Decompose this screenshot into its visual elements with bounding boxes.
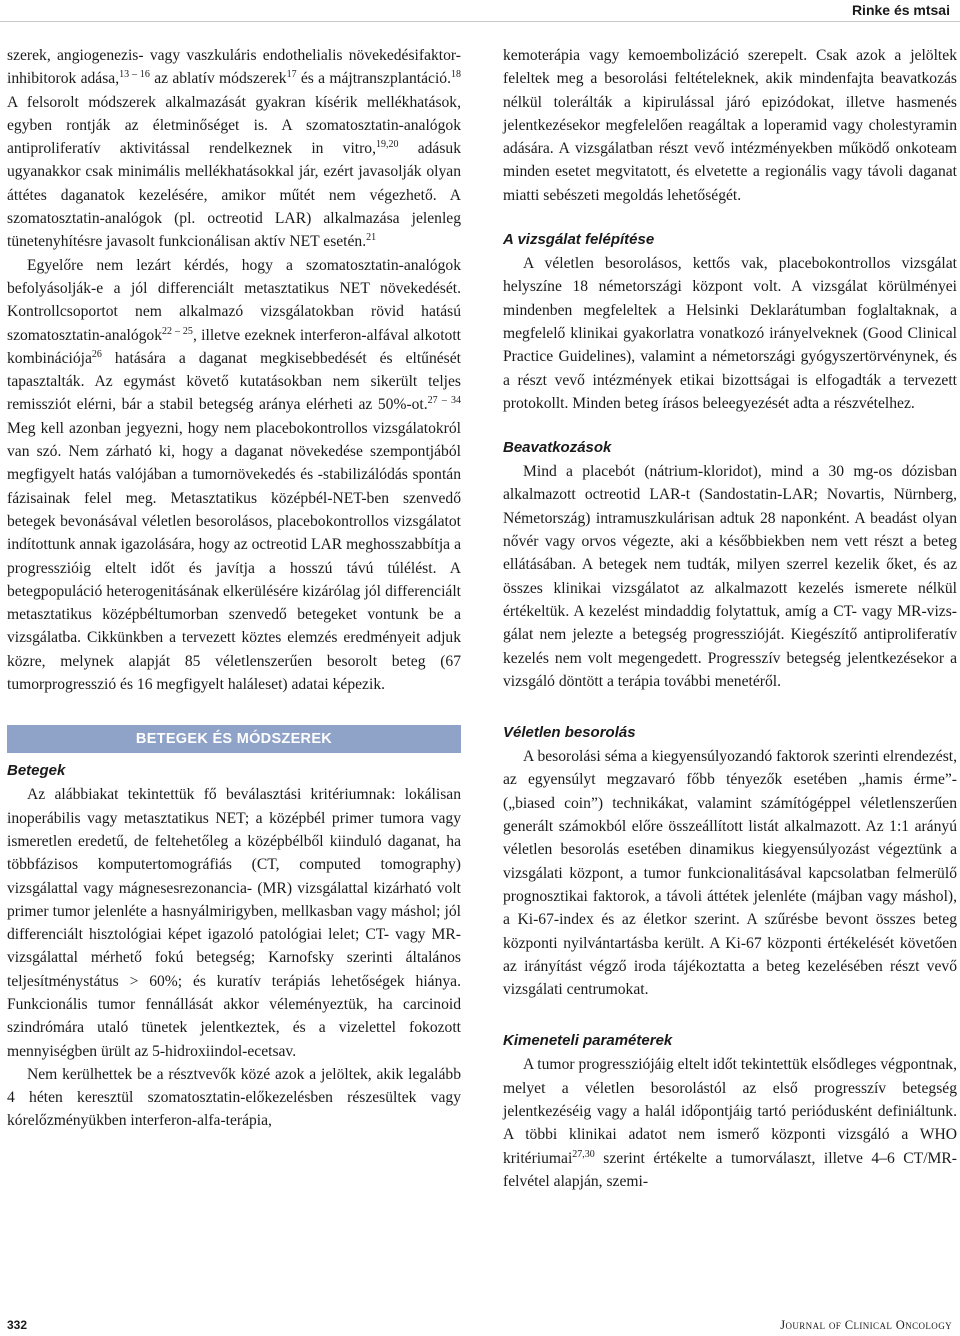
paragraph-kimeneteli-parameterek: A tumor progressziójáig eltelt időt tekintettük elsődleges végpontnak, melyet a véletlen besorolástól az első progresszív betegség jelentkezéséig vagy a halál időpontjáig tartó periódusként definiáltunk. A többi klinikai adatot nem ismerő központi vizsgáló a WHO kritériumai$^{27,30}$ szerint értékelte a tumorválaszt, illetve 4–6 CT/MR-felvétel alapján, szemi- xyxy=(503,1056,957,1190)
left-column xyxy=(7,44,461,1133)
subheading-veletlen-besorolas: Véletlen besorolás xyxy=(503,724,636,742)
paragraph-veletlen-besorolas: A besorolási séma a kiegyensúlyozandó faktorok szerinti elrendezést, az egyensúlyt megzavaró főbb tényezők esetében „hamis érme”- („biased coin”) technikákat, valamint számítógéppel véletlenszerűen generált számokból előre összeállított listát alkalmazott. Az 1:1 arányú véletlen besorolás esetében dinamikus kiegyensúlyozást végeztünk a vizsgálati központ, a tumor funkcionalitásával kapcsolatban felmerülő prognosztikai faktorok, a távoli áttétek jelenléte (májban vagy máshol), a Ki-67-index és az életkor szerint. A szűrésbe bevont összes beteg központi nyilvántartásba került. A Ki-67 központi értékelését követően az irányítást végző iroda tájékoztatta a beteg kezelésében részt vevő vizsgálati centrumokat. xyxy=(503,748,957,999)
subheading-betegek: Betegek xyxy=(7,762,66,780)
subheading-beavatkozasok: Beavatkozások xyxy=(503,439,612,457)
journal-name: Journal of Clinical Oncology xyxy=(780,1318,952,1332)
paragraph-vizsgalat-felepitese: A véletlen besorolásos, kettős vak, placebokontrollos vizsgálat helyszíne 18 németországi központ volt. A vizsgálat körülményei mindenben megfeleltek a Helsinki Deklarátumban foglaltaknak, a megfelelő klinikai gyakorlatra vonatkozó irányelveknek (Good Clinical Practice Guidelines), valamint a németországi gyógyszertörvénynek, és a részt vevő intézmények etikai bizottságai is elfogadták a tervezett protokollt. Minden beteg írásos beleegyezését adta a részvételhez. xyxy=(503,255,957,412)
running-head-title: Rinke és mtsai xyxy=(851,2,950,18)
reference-superscript: 19,20 xyxy=(376,139,399,151)
betegek-paragraph-2: Nem kerülhettek be a résztvevők közé azok a jelöltek, akik legalább 4 héten keresztül szomatosztatin-előkezelésben részesültek vagy kórelőzményükben interferon-alfa-terápia, xyxy=(7,1065,461,1130)
reference-superscript: 18 xyxy=(451,69,462,81)
page-number: 332 xyxy=(7,1318,28,1332)
right-column xyxy=(503,44,957,1193)
section-title-bar: BETEGEK ÉS MÓDSZEREK xyxy=(7,725,461,753)
reference-superscript: 13 – 16 xyxy=(119,69,150,81)
continuation-paragraph: kemoterápia vagy kemoembolizáció szerepelt. Csak azok a jelöltek feleltek meg a besorolási feltételeknek, akik mindenfajta beavatkozás nélkül tolerálták a kipirulással járó epizódokat, illetve hasmenés jelentkezésekor megfelelően reagáltak a loperamid vagy cholestyramin adására. A vizsgálatban részt vevő intézményekben működő onkoteam minden esetet megvitatott, és elvetette a regionális vagy távoli daganat miatti sebészeti megoldás lehetőségét. xyxy=(503,47,957,204)
reference-superscript: 26 xyxy=(91,348,102,360)
subheading-vizsgalat-felepitese: A vizsgálat felépítése xyxy=(503,231,655,249)
page-footer xyxy=(0,1318,960,1336)
reference-superscript: 17 xyxy=(286,69,297,81)
subheading-kimeneteli-parameterek: Kimeneteli paraméterek xyxy=(503,1032,673,1050)
paragraph-beavatkozasok: Mind a placebót (nátrium-kloridot), mind a 30 mg-os dózisban alkalmazott octreotid LAR-t (Sandostatin-LAR; Novartis, Nürnberg, Németország) intramuszkulárisan adtuk 28 naponként. A beadást olyan nővér vagy orvos végezte, aki a későbbiekben nem vett részt a beteg ellátásában. A betegek nem tudták, milyen szerrel kezelik őket, és az összes klinikai vizsgálatot az alkalmazott kezelés ismerete nélkül értékeltük. A kezelést mindaddig folytattuk, amíg a CT- vagy MR-vizsgálat nem jelezte a betegség progresszióját. Kiegészítő antiproliferatív kezelés nem volt megengedett. Progresszív betegség jelentkezésekor a vizsgáló döntött a terápia további menetéről. xyxy=(503,463,957,690)
reference-superscript: 22 – 25 xyxy=(162,325,193,337)
reference-superscript: 27 – 34 xyxy=(427,395,461,407)
reference-superscript: 27,30 xyxy=(572,1148,595,1160)
betegek-paragraph-1: Az alábbiakat tekintettük fő beválasztási kritériumnak: lokálisan inoperábilis vagy metasztatikus NET; a középbél primer tumora vagy ismeretlen eredetű, de feltehetőleg a középbélből kiinduló daganat, ha többfázisos komputertomográfiás (CT, computed tomography) vizsgálattal vagy mágnesesrezonancia- (MR) vizsgálattal kizárható volt primer tumor jelenléte a hasnyálmirigyben, mellkasban vagy máshol; jól differenciált hisztológiai képet igazoló patológiai lelet; CT- vagy MR-vizsgálattal mérhető fokú betegség; Karnofsky szerinti általános teljesítménystátus > 60%; és kuratív terápiás lehetőségek hiánya. Funkcionális tumor fennállását akkor véleményeztük, ha carcinoid szindrómára utaló tünetek jelentkeztek, és a vizelettel fokozott mennyiségben ürült az 5-hidroxiindol-ecetsav. xyxy=(7,786,461,1060)
reference-superscript: 21 xyxy=(366,232,377,244)
running-head xyxy=(0,0,960,22)
header-rule xyxy=(0,21,960,22)
intro-paragraph-1: szerek, angiogenezis- vagy vaszkuláris endothelialis növekedésifaktor-inhibitorok adása,$^{13 - 16}$ az ablatív módszerek$^{17}$ és a májtranszplantáció.$^{18}$ A felsorolt módszerek alkalmazását gyakran kísérik mellékhatások, egyben rontják az életminőséget is. A szomatosztatin-analógok antiproliferatív aktivitással rendelkeznek in vitro,$^{19,20}$ adásuk ugyanakkor csak minimális mellékhatásokkal jár, ezért javasolják olyan áttétes daganatok kezelésére, amikor műtét nem végezhető. A szomatosztatin-analógok (pl. octreotid LAR) alkalmazása jelenleg tünetenyhítésre javasolt funkcionálisan aktív NET esetén.$^{21}$ xyxy=(7,47,462,251)
intro-paragraph-2: Egyelőre nem lezárt kérdés, hogy a szomatosztatin-analógok befolyásolják-e a jól differenciált metasztatikus NET növekedését. Kontrollcsoportot nem alkalmazó vizsgálatokban rövid hatású szomatosztatin-analógok$^{22 - 25}$, illetve ezeknek interferon-alfával alkotott kombinációja$^{26}$ hatására a daganat megkisebbedését és eltűnését tapasztalták. Az egymást követő kutatásokban nem sikerült teljes remissziót elérni, bár a stabil betegség aránya elérheti az 50%-ot.$^{27 - 34}$ Meg kell azonban jegyezni, hogy nem placebokontrollos vizsgálatokról van szó. Nem zárható ki, hogy a daganat növekedése szempontjából megfigyelt hatás valójában a tumornövekedés és -stabilizálódás spontán fázisainak felel meg. Metasztatikus középbél-NET-ben szenvedő betegek bevonásával véletlen besorolásos, placebokontrollos vizsgálatot indítottunk annak igazolására, hogy az octreotid LAR meghosszabbítja a progresszióig eltelt időt és javítja a hosszú távú túlélést. A betegpopuláció heterogenitásának elkerülésére kizárólag jól differenciált metasztatikus középbéltumorban szenvedő betegeket vontunk be a vizsgálatba. Cikkünkben a tervezett köztes elemzés eredményeit adjuk közre, melynek alapját 85 véletlenszerűen besorolt beteg (67 tumorprogresszió és 16 megfigyelt haláleset) adatai képezik. xyxy=(7,256,461,694)
